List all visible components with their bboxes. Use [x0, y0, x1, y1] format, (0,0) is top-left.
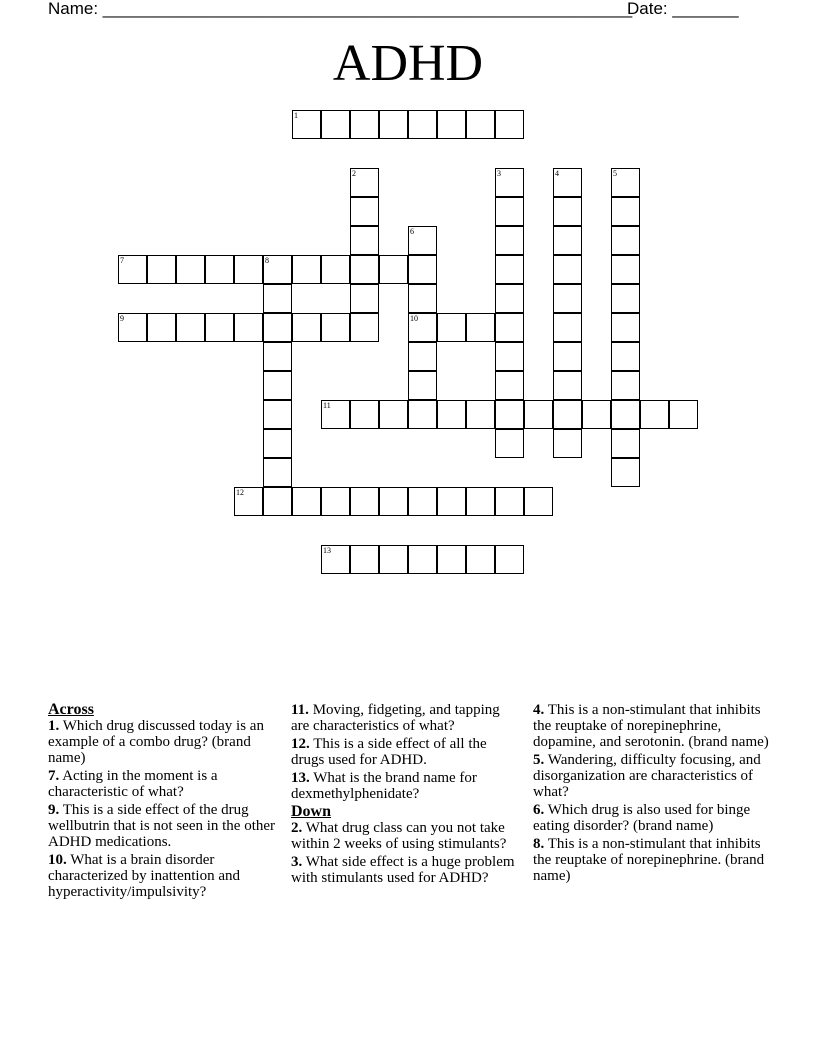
grid-cell[interactable]	[611, 313, 640, 342]
clue-across-7	[48, 768, 280, 800]
grid-cell[interactable]	[263, 458, 292, 487]
grid-cell[interactable]	[263, 342, 292, 371]
clue-down-2	[291, 820, 516, 852]
grid-cell[interactable]	[176, 255, 205, 284]
grid-cell[interactable]	[321, 313, 350, 342]
grid-cell[interactable]	[553, 400, 582, 429]
grid-cell[interactable]	[611, 197, 640, 226]
grid-cell[interactable]	[495, 110, 524, 139]
grid-cell[interactable]	[118, 255, 147, 284]
cell-number: 8	[265, 256, 269, 265]
grid-cell[interactable]	[466, 110, 495, 139]
grid-cell[interactable]	[495, 400, 524, 429]
grid-cell[interactable]	[379, 110, 408, 139]
clue-number: 8.	[533, 836, 545, 852]
grid-cell[interactable]	[611, 429, 640, 458]
grid-cell[interactable]	[408, 110, 437, 139]
grid-cell[interactable]	[611, 168, 640, 197]
grid-cell[interactable]	[611, 458, 640, 487]
clue-across-13	[291, 770, 516, 802]
clue-text: This is a side effect of the drug wellbutrin that is not seen in the other ADHD medications.	[48, 802, 276, 850]
grid-cell[interactable]	[292, 110, 321, 139]
grid-cell[interactable]	[437, 487, 466, 516]
grid-cell[interactable]	[466, 313, 495, 342]
grid-cell[interactable]	[350, 400, 379, 429]
clue-number: 4.	[533, 702, 545, 718]
grid-cell[interactable]	[640, 400, 669, 429]
grid-cell[interactable]	[147, 255, 176, 284]
grid-cell[interactable]	[234, 313, 263, 342]
clue-text: This is a side effect of all the drugs used for ADHD.	[291, 736, 487, 768]
grid-cell[interactable]	[350, 197, 379, 226]
grid-cell[interactable]	[408, 371, 437, 400]
grid-cell[interactable]	[205, 255, 234, 284]
clue-number: 10.	[48, 852, 67, 868]
grid-cell[interactable]	[466, 487, 495, 516]
clue-text: This is a non-stimulant that inhibits the reuptake of norepinephrine, dopamine, and serotonin. (brand name)	[533, 702, 769, 750]
across-heading: Across	[48, 701, 94, 718]
clue-text: Which drug is also used for binge eating disorder? (brand name)	[533, 802, 751, 834]
cell-number: 12	[236, 488, 244, 497]
grid-cell[interactable]	[292, 487, 321, 516]
grid-cell[interactable]	[350, 284, 379, 313]
grid-cell[interactable]	[321, 255, 350, 284]
grid-cell[interactable]	[437, 313, 466, 342]
cell-number: 3	[497, 169, 501, 178]
grid-cell[interactable]	[147, 313, 176, 342]
grid-cell[interactable]	[495, 255, 524, 284]
grid-cell[interactable]	[263, 284, 292, 313]
grid-cell[interactable]	[263, 429, 292, 458]
grid-cell[interactable]	[466, 400, 495, 429]
grid-cell[interactable]	[263, 487, 292, 516]
grid-cell[interactable]	[234, 255, 263, 284]
cell-number: 13	[323, 546, 331, 555]
grid-cell[interactable]	[350, 110, 379, 139]
down-heading: Down	[291, 803, 332, 820]
clue-number: 2.	[291, 820, 303, 836]
clues-column-1	[48, 702, 280, 902]
grid-cell[interactable]	[524, 487, 553, 516]
cell-number: 11	[323, 401, 331, 410]
clue-down-8	[533, 836, 773, 884]
grid-cell[interactable]	[292, 255, 321, 284]
grid-cell[interactable]	[611, 284, 640, 313]
grid-cell[interactable]	[611, 226, 640, 255]
clue-across-1	[48, 718, 280, 766]
cell-number: 6	[410, 227, 414, 236]
clue-text: What is the brand name for dexmethylphenidate?	[291, 770, 477, 802]
clue-text: Acting in the moment is a characteristic of what?	[48, 768, 218, 800]
clue-text: What drug class can you not take within 2 weeks of using stimulants?	[291, 820, 507, 852]
grid-cell[interactable]	[524, 400, 553, 429]
grid-cell[interactable]	[263, 400, 292, 429]
grid-cell[interactable]	[553, 255, 582, 284]
grid-cell[interactable]	[350, 545, 379, 574]
clue-text: Which drug discussed today is an example of a combo drug? (brand name)	[48, 718, 264, 766]
date-field-label: Date: _______	[627, 0, 739, 18]
grid-cell[interactable]	[379, 545, 408, 574]
grid-cell[interactable]	[350, 255, 379, 284]
grid-cell[interactable]	[553, 429, 582, 458]
clue-number: 11.	[291, 702, 309, 718]
grid-cell[interactable]	[553, 313, 582, 342]
grid-cell[interactable]	[379, 400, 408, 429]
grid-cell[interactable]	[495, 487, 524, 516]
cell-number: 2	[352, 169, 356, 178]
grid-cell[interactable]	[495, 371, 524, 400]
grid-cell[interactable]	[263, 371, 292, 400]
grid-cell[interactable]	[350, 487, 379, 516]
grid-cell[interactable]	[553, 342, 582, 371]
grid-cell[interactable]	[495, 545, 524, 574]
grid-cell[interactable]	[437, 110, 466, 139]
grid-cell[interactable]	[234, 487, 263, 516]
grid-cell[interactable]	[263, 255, 292, 284]
grid-cell[interactable]	[437, 400, 466, 429]
grid-cell[interactable]	[611, 342, 640, 371]
grid-cell[interactable]	[408, 487, 437, 516]
grid-cell[interactable]	[553, 371, 582, 400]
grid-cell[interactable]	[321, 110, 350, 139]
clue-down-4	[533, 702, 773, 750]
grid-cell[interactable]	[495, 197, 524, 226]
grid-cell[interactable]	[350, 168, 379, 197]
grid-cell[interactable]	[669, 400, 698, 429]
grid-cell[interactable]	[321, 487, 350, 516]
grid-cell[interactable]	[263, 313, 292, 342]
clue-down-3	[291, 854, 516, 886]
cell-number: 4	[555, 169, 559, 178]
grid-cell[interactable]	[408, 400, 437, 429]
clue-number: 3.	[291, 854, 303, 870]
grid-cell[interactable]	[437, 545, 466, 574]
clue-down-6	[533, 802, 773, 834]
grid-cell[interactable]	[292, 313, 321, 342]
cell-number: 9	[120, 314, 124, 323]
grid-cell[interactable]	[553, 197, 582, 226]
grid-cell[interactable]	[379, 487, 408, 516]
clues-column-2	[291, 702, 516, 888]
clue-text: Moving, fidgeting, and tapping are characteristics of what?	[291, 702, 500, 734]
grid-cell[interactable]	[408, 284, 437, 313]
grid-cell[interactable]	[495, 168, 524, 197]
grid-cell[interactable]	[350, 313, 379, 342]
grid-cell[interactable]	[495, 342, 524, 371]
clue-number: 6.	[533, 802, 545, 818]
clue-across-10	[48, 852, 280, 900]
grid-cell[interactable]	[350, 226, 379, 255]
clue-number: 12.	[291, 736, 310, 752]
clue-across-12	[291, 736, 516, 768]
clue-text: Wandering, difficulty focusing, and disorganization are characteristics of what?	[533, 752, 761, 800]
clues-column-3	[533, 702, 773, 886]
grid-cell[interactable]	[611, 400, 640, 429]
cell-number: 10	[410, 314, 418, 323]
name-field-label: Name: ________________________________________________________	[48, 0, 633, 18]
grid-cell[interactable]	[553, 168, 582, 197]
grid-cell[interactable]	[553, 284, 582, 313]
clue-text: What is a brain disorder characterized by inattention and hyperactivity/impulsivity?	[48, 852, 240, 900]
cell-number: 1	[294, 111, 298, 120]
clue-number: 1.	[48, 718, 60, 734]
grid-cell[interactable]	[553, 226, 582, 255]
grid-cell[interactable]	[408, 313, 437, 342]
clue-number: 9.	[48, 802, 60, 818]
clue-across-9	[48, 802, 280, 850]
cell-number: 7	[120, 256, 124, 265]
clue-text: This is a non-stimulant that inhibits the reuptake of norepinephrine. (brand name)	[533, 836, 765, 884]
grid-cell[interactable]	[321, 400, 350, 429]
clue-across-11	[291, 702, 516, 734]
grid-cell[interactable]	[408, 545, 437, 574]
grid-cell[interactable]	[408, 226, 437, 255]
grid-cell[interactable]	[466, 545, 495, 574]
grid-cell[interactable]	[176, 313, 205, 342]
puzzle-title: ADHD	[332, 35, 484, 92]
clue-number: 7.	[48, 768, 60, 784]
grid-cell[interactable]	[495, 226, 524, 255]
grid-cell[interactable]	[408, 342, 437, 371]
clue-number: 13.	[291, 770, 310, 786]
grid-cell[interactable]	[321, 545, 350, 574]
clue-number: 5.	[533, 752, 545, 768]
grid-cell[interactable]	[495, 429, 524, 458]
grid-cell[interactable]	[495, 313, 524, 342]
clue-text: What side effect is a huge problem with stimulants used for ADHD?	[291, 854, 515, 886]
grid-cell[interactable]	[582, 400, 611, 429]
grid-cell[interactable]	[118, 313, 147, 342]
grid-cell[interactable]	[611, 371, 640, 400]
grid-cell[interactable]	[379, 255, 408, 284]
grid-cell[interactable]	[495, 284, 524, 313]
grid-cell[interactable]	[611, 255, 640, 284]
clue-down-5	[533, 752, 773, 800]
grid-cell[interactable]	[408, 255, 437, 284]
grid-cell[interactable]	[205, 313, 234, 342]
cell-number: 5	[613, 169, 617, 178]
